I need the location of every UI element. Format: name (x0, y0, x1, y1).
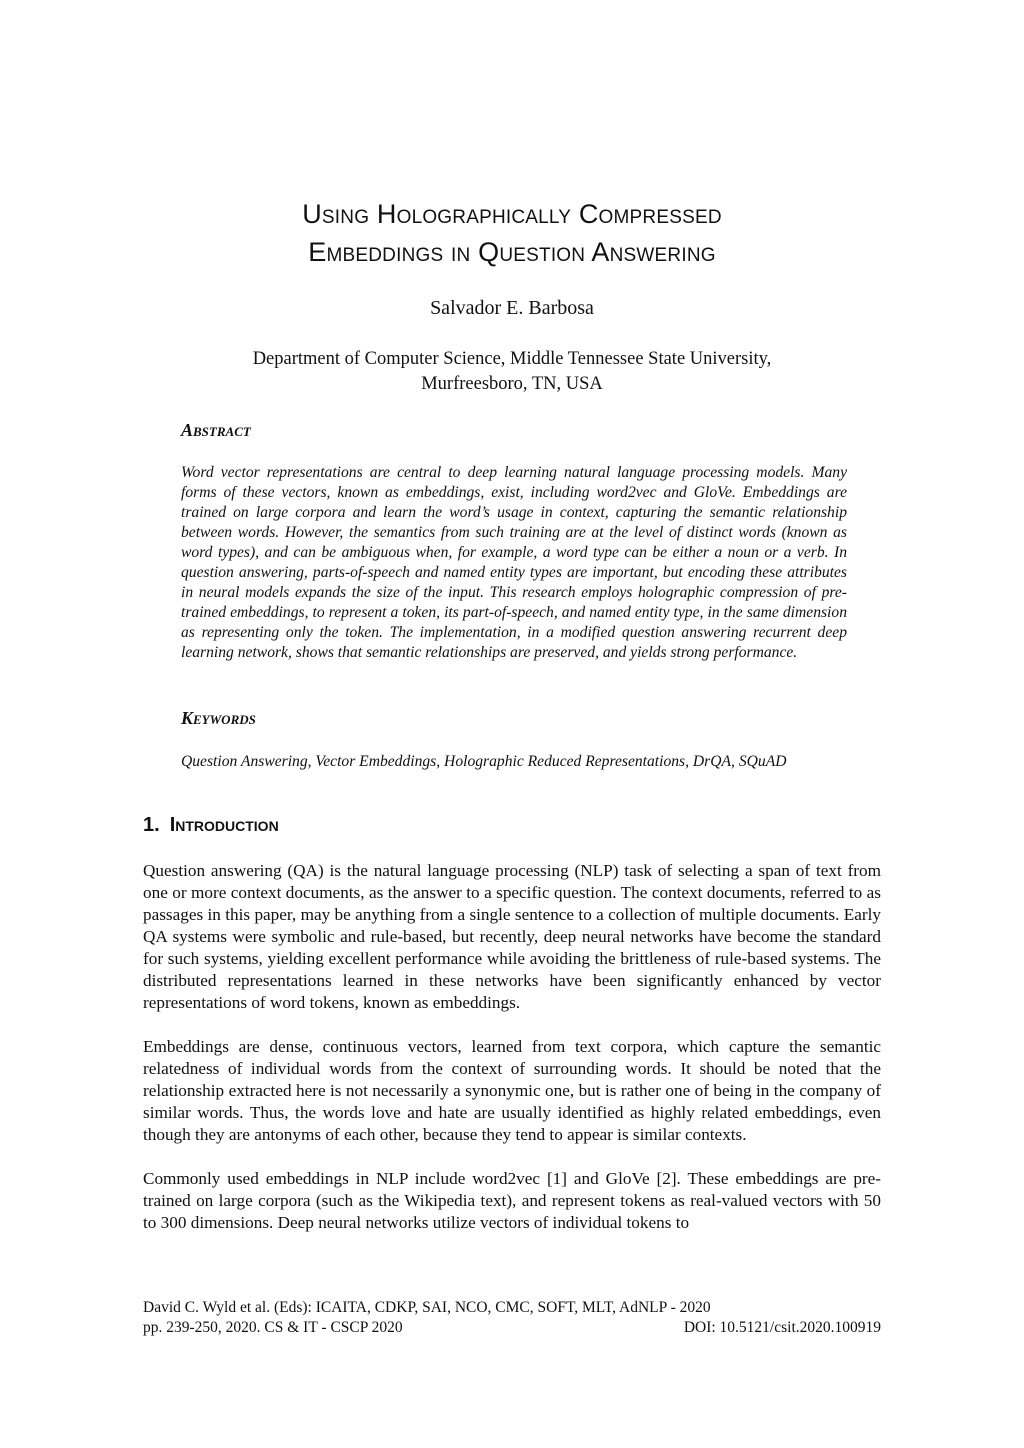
section-number: 1. (143, 814, 160, 836)
affiliation-line-2: Murfreesboro, TN, USA (421, 374, 603, 394)
footer-doi: DOI: 10.5121/csit.2020.100919 (683, 1319, 881, 1336)
affiliation-line-1: Department of Computer Science, Middle Tennessee State University, (252, 349, 772, 369)
paragraph-3: Commonly used embeddings in NLP include word2vec [1] and GloVe [2]. These embeddings are pre-trained on large corpora (such as the Wikipedia text), and represent tokens as real-valued vectors with 50 to 300 dimensions. Deep neural networks utilize vectors of individual tokens to (143, 1169, 881, 1232)
page-footer (143, 1298, 881, 1338)
abstract-heading: Abstract (181, 420, 251, 440)
title-line-1: Using Holographically Compressed (302, 199, 722, 229)
keywords-text: Question Answering, Vector Embeddings, Holographic Reduced Representations, DrQA, SQuAD (181, 753, 787, 770)
section-title: Introduction (169, 814, 279, 836)
footer-proceedings: David C. Wyld et al. (Eds): ICAITA, CDKP, SAI, NCO, CMC, SOFT, MLT, AdNLP - 2020 (143, 1299, 711, 1316)
section-1-body (143, 860, 881, 1256)
section-1-heading (143, 814, 279, 837)
paper-title (0, 195, 1024, 271)
title-line-2: Embeddings in Question Answering (308, 237, 716, 267)
abstract-text: Word vector representations are central to deep learning natural language processing models. Many forms of these vectors, known as embeddings, exist, including word2vec and GloVe. Embeddings are trained on large corpora and learn the word’s usage in context, capturing the semantic relationship between words. However, the semantics from such training are at the level of distinct words (known as word types), and can be ambiguous when, for example, a word type can be either a noun or a verb. In question answering, parts-of-speech and named entity types are important, but encoding these attributes in neural models expands the size of the input. This research employs holographic compression of pre-trained embeddings, to represent a token, its part-of-speech, and named entity type, in the same dimension as representing only the token. The implementation, in a modified question answering recurrent deep learning network, shows that semantic relationships are preserved, and yields strong performance. (181, 464, 847, 661)
abstract-body (181, 463, 847, 663)
keywords-heading: Keywords (181, 708, 256, 728)
author-name: Salvador E. Barbosa (430, 297, 594, 319)
paragraph-2: Embeddings are dense, continuous vectors, learned from text corpora, which capture the semantic relatedness of individual words from the context of surrounding words. It should be noted that the relationship extracted here is not necessarily a synonymic one, but is rather one of being in the company of similar words. Thus, the words love and hate are usually identified as highly related embeddings, even though they are antonyms of each other, because they tend to appear is similar contexts. (143, 1037, 881, 1144)
paragraph-1: Question answering (QA) is the natural language processing (NLP) task of selecting a span of text from one or more context documents, as the answer to a specific question. The context documents, referred to as passages in this paper, may be anything from a single sentence to a collection of multiple documents. Early QA systems were symbolic and rule-based, but recently, deep neural networks have become the standard for such systems, yielding excellent performance while avoiding the brittleness of rule-based systems. The distributed representations learned in these networks have been significantly enhanced by vector representations of word tokens, known as embeddings. (143, 861, 881, 1012)
footer-pages: pp. 239-250, 2020. CS & IT - CSCP 2020 (143, 1319, 403, 1336)
affiliation (0, 347, 1024, 397)
